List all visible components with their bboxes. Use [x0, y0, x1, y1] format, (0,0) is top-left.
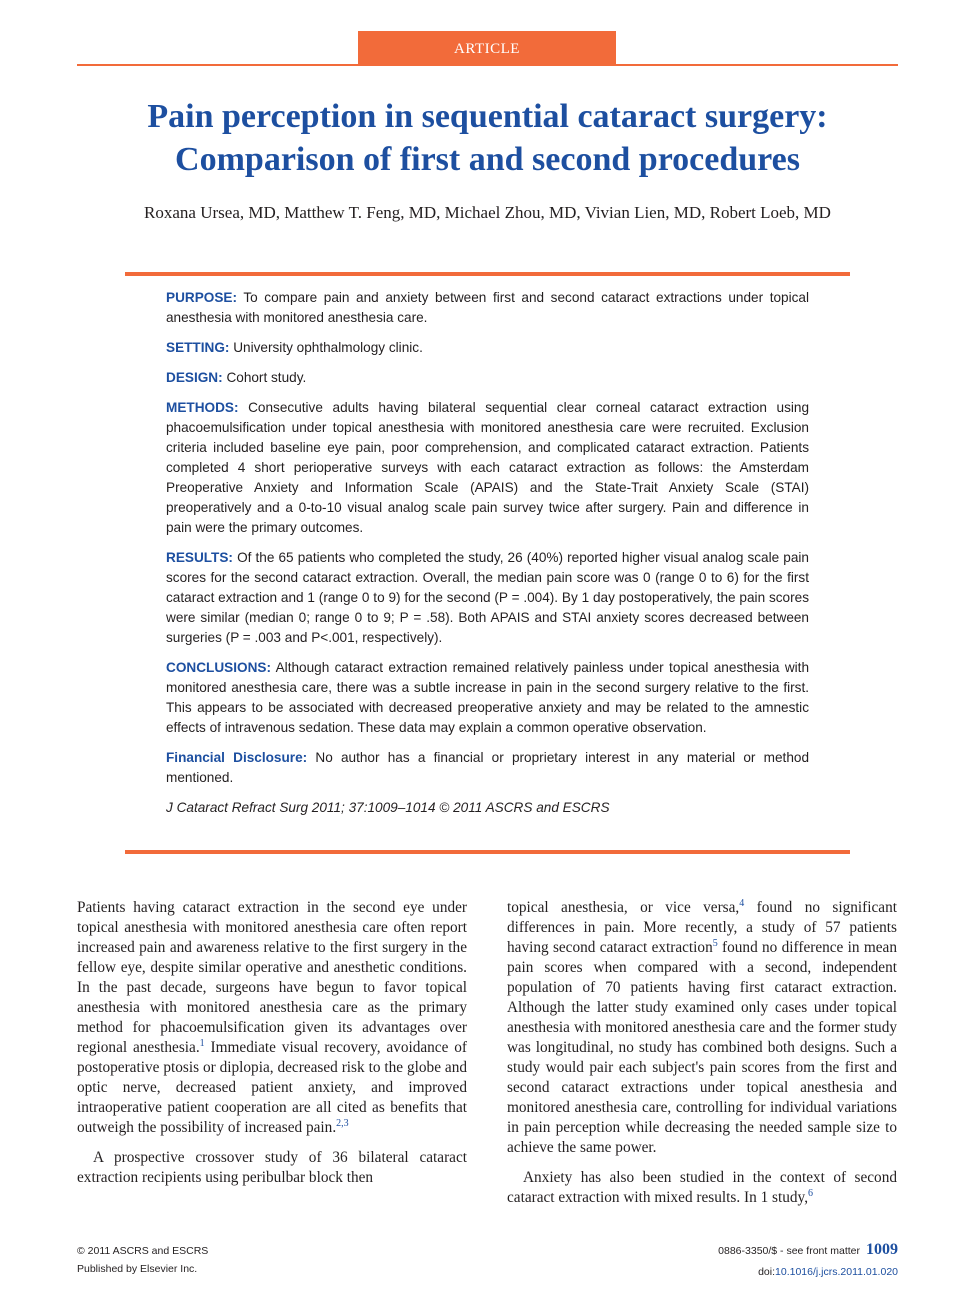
body-column-right — [507, 898, 897, 1208]
footer-right — [718, 1239, 898, 1283]
setting-label: SETTING: — [166, 340, 230, 355]
body-paragraph — [77, 1148, 467, 1188]
abstract-setting — [166, 338, 809, 358]
copyright-notice: © 2011 ASCRS and ESCRS — [77, 1245, 209, 1257]
body-paragraph — [507, 898, 897, 1158]
doi-link[interactable]: 10.1016/j.jcrs.2011.01.020 — [775, 1266, 898, 1278]
reference-link[interactable]: 1 — [199, 1037, 205, 1049]
footer-left — [77, 1242, 208, 1278]
abstract — [166, 288, 809, 828]
methods-label: METHODS: — [166, 400, 239, 415]
article-title — [60, 95, 915, 181]
setting-text: University ophthalmology clinic. — [233, 340, 423, 355]
design-text: Cohort study. — [226, 370, 307, 385]
abstract-design — [166, 368, 809, 388]
abstract-disclosure — [166, 748, 809, 788]
body-text: A prospective crossover study of 36 bilateral cataract extraction recipients using peribulbar block then — [77, 1149, 467, 1186]
conclusions-text: Although cataract extraction remained relatively painless under topical anesthesia with monitored anesthesia care, there was a subtle increase in pain in the second surgery relative to the first. This appears to be associated with decreased preoperative anxiety and may be related to the amnestic effects of intravenous sedation. These data may explain a common operative observation. — [166, 660, 810, 735]
reference-link[interactable]: 6 — [808, 1187, 814, 1199]
abstract-bottom-rule — [125, 850, 850, 854]
results-label: RESULTS: — [166, 550, 233, 565]
purpose-text: To compare pain and anxiety between first and second cataract extractions under topical anesthesia with monitored anesthesia care. — [166, 290, 809, 325]
issn-line — [718, 1239, 898, 1262]
title-line-1: Pain perception in sequential cataract surgery: — [147, 98, 828, 135]
disclosure-text: No author has a financial or proprietary interest in any material or method mentioned. — [166, 750, 810, 785]
disclosure-label: Financial Disclosure: — [166, 750, 308, 765]
abstract-methods — [166, 398, 809, 538]
abstract-conclusions — [166, 658, 809, 738]
body-text: topical anesthesia, or vice versa, — [507, 899, 740, 916]
journal-citation: J Cataract Refract Surg 2011; 37:1009–1014 © 2011 ASCRS and ESCRS — [166, 800, 610, 815]
body-text: found no significant differences in pain. More recently, a study of 57 patients having second cataract extraction — [507, 899, 897, 956]
abstract-results — [166, 548, 809, 648]
header-rule — [77, 64, 898, 66]
title-line-2: Comparison of first and second procedures — [175, 141, 800, 178]
body-paragraph — [77, 898, 467, 1138]
abstract-purpose — [166, 288, 809, 328]
publisher-notice: Published by Elsevier Inc. — [77, 1263, 198, 1275]
design-label: DESIGN: — [166, 370, 223, 385]
author-list: Roxana Ursea, MD, Matthew T. Feng, MD, Michael Zhou, MD, Vivian Lien, MD, Robert Loeb, MD — [144, 203, 831, 222]
body-text: Immediate visual recovery, avoidance of postoperative ptosis or diplopia, decreased risk to the globe and optic nerve, decreased patient anxiety, and improved intraoperative patient cooperation are all cited as benefits that outweigh the possibility of increased pain. — [77, 1039, 467, 1136]
issn-text: 0886-3350/$ - see front matter — [718, 1245, 860, 1257]
page-number: 1009 — [866, 1241, 898, 1258]
purpose-label: PURPOSE: — [166, 290, 238, 305]
methods-text: Consecutive adults having bilateral sequential clear corneal cataract extraction using phacoemulsification under topical anesthesia with monitored anesthesia care were recruited. Exclusion criteria included baseline eye pain, poor comprehension, and complicated cataract extraction. Patients completed 4 short perioperative surveys with each cataract extraction as follows: the Amsterdam Preoperative Anxiety and Information Scale (APAIS) and the State-Trait Anxiety Scale (STAI) preoperatively and a 0-to-10 visual analog scale pain survey twice after surgery. Pain and difference in pain were the primary outcomes. — [166, 400, 810, 535]
abstract-top-rule — [125, 272, 850, 276]
doi-line — [718, 1262, 898, 1283]
doi-label: doi: — [758, 1266, 776, 1278]
body-column-left — [77, 898, 467, 1188]
section-label: ARTICLE — [358, 31, 616, 65]
results-text: Of the 65 patients who completed the study, 26 (40%) reported higher visual analog scale pain scores for the second cataract extraction. Overall, the median pain score was 0 (range 0 to 6) for the first cataract extraction and 1 (range 0 to 9) for the second (P = .004). By 1 day postoperatively, the pain scores were similar (median 0; range 0 to 9; P = .58). Both APAIS and STAI anxiety scores decreased between surgeries (P = .003 and P<.001, respectively). — [166, 550, 809, 645]
conclusions-label: CONCLUSIONS: — [166, 660, 271, 675]
reference-link[interactable]: 5 — [712, 937, 718, 949]
body-text: Patients having cataract extraction in the second eye under topical anesthesia with monitored anesthesia care often report increased pain and awareness relative to the first surgery in the fellow eye, despite similar operative and anesthetic conditions. In the past decade, surgeons have begun to favor topical anesthesia with monitored anesthesia care as the primary method for phacoemulsification given its advantages over regional anesthesia. — [77, 899, 467, 1056]
body-text: Anxiety has also been studied in the context of second cataract extraction with mixed results. In 1 study, — [507, 1169, 897, 1206]
body-paragraph — [507, 1168, 897, 1208]
reference-link[interactable]: 2,3 — [336, 1117, 349, 1129]
body-text: found no difference in mean pain scores when compared with a second, independent population of 70 patients having first cataract extraction. Although the latter study examined only cases under topical anesthesia with monitored anesthesia care and the former study was longitudinal, no study has combined both designs. Such a study would pair each subject's pain scores from the first and second cataract extractions under topical anesthesia and monitored anesthesia care, controlling for individual variations in pain perception while decreasing the needed sample size to achieve the same power. — [507, 939, 897, 1156]
reference-link[interactable]: 4 — [739, 897, 745, 909]
